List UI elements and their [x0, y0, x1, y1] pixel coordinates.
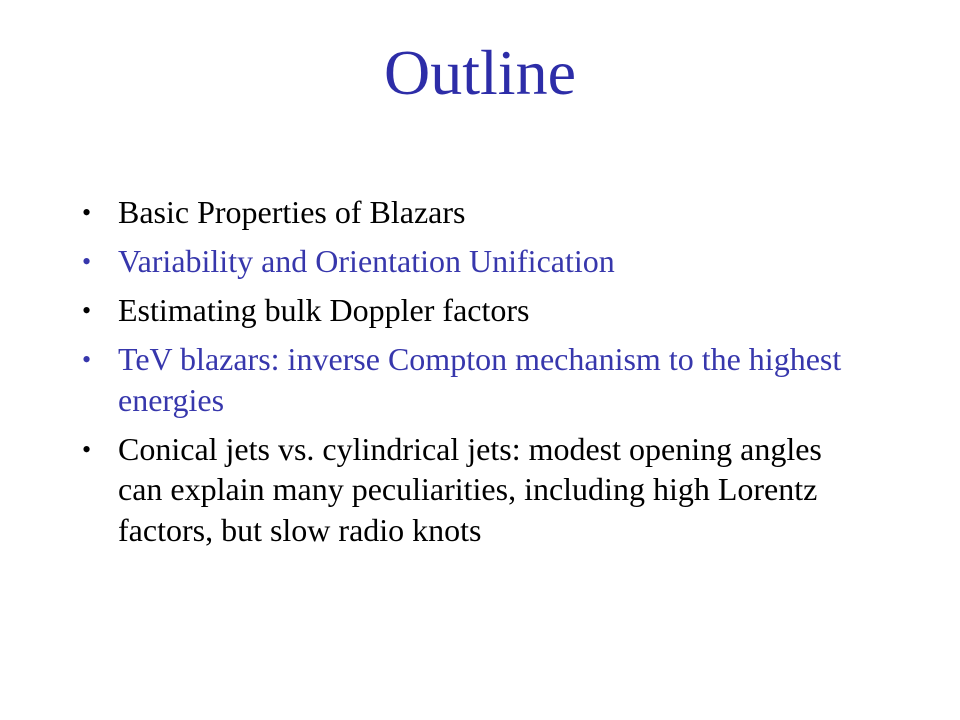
bullet-text: TeV blazars: inverse Compton mechanism to the highest energies	[118, 340, 842, 418]
bullet-marker-icon: •	[82, 197, 92, 227]
bullet-item	[78, 192, 860, 233]
bullet-text: Conical jets vs. cylindrical jets: modest opening angles can explain many peculiarities, including high Lorentz factors, but slow radio knots	[118, 430, 822, 549]
bullet-item	[78, 429, 860, 552]
slide	[0, 36, 960, 720]
bullet-item	[78, 339, 860, 421]
bullet-text: Variability and Orientation Unification	[118, 242, 615, 279]
bullet-item	[78, 241, 860, 282]
slide-title: Outline	[384, 37, 576, 108]
bullet-marker-icon: •	[82, 295, 92, 325]
bullet-item	[78, 290, 860, 331]
bullet-marker-icon: •	[82, 434, 92, 464]
bullet-text: Estimating bulk Doppler factors	[118, 291, 530, 328]
bullet-text: Basic Properties of Blazars	[118, 193, 466, 230]
bullet-marker-icon: •	[82, 246, 92, 276]
bullet-marker-icon: •	[82, 344, 92, 374]
bullet-list	[78, 192, 860, 552]
